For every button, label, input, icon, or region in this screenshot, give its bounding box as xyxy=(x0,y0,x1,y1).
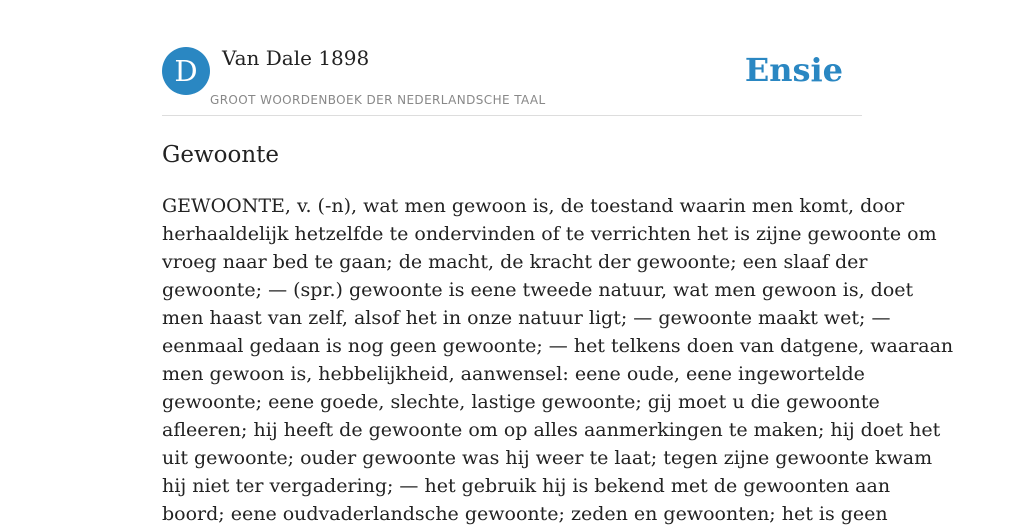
definition-line: vroeg naar bed te gaan; de macht, de kracht der gewoonte; een slaaf der xyxy=(162,251,868,273)
definition-line: gewoonte; eene goede, slechte, lastige gewoonte; gij moet u die gewoonte xyxy=(162,391,880,413)
definition-line: men haast van zelf, alsof het in onze natuur ligt; — gewoonte maakt wet; — xyxy=(162,307,891,329)
definition-line: uit gewoonte; ouder gewoonte was hij weer te laat; tegen zijne gewoonte kwam xyxy=(162,447,933,469)
definition-line: gewoonte; — (spr.) gewoonte is eene tweede natuur, wat men gewoon is, doet xyxy=(162,279,914,301)
definition-line: GEWOONTE, v. (-n), wat men gewoon is, de toestand waarin men komt, door xyxy=(162,195,905,217)
dictionary-subtitle: GROOT WOORDENBOEK DER NEDERLANDSCHE TAAL xyxy=(210,93,546,107)
definition-line: eenmaal gedaan is nog geen gewoonte; — het telkens doen van datgene, waaraan xyxy=(162,335,954,357)
entry-title: Gewoonte xyxy=(162,142,280,168)
definition-line: men gewoon is, hebbelijkheid, aanwensel: eene oude, eene ingewortelde xyxy=(162,363,865,385)
ensie-logo[interactable]: Ensie xyxy=(744,51,843,89)
dictionary-title[interactable]: Van Dale 1898 xyxy=(222,46,370,70)
definition-line: hij niet ter vergadering; — het gebruik hij is bekend met de gewoonten aan xyxy=(162,475,891,497)
definition-line: herhaaldelijk hetzelfde te ondervinden of te verrichten het is zijne gewoonte om xyxy=(162,223,937,245)
dictionary-avatar[interactable]: D xyxy=(162,47,210,95)
site-header xyxy=(162,40,862,116)
definition-line: afleeren; hij heeft de gewoonte om op alles aanmerkingen te maken; hij doet het xyxy=(162,419,941,441)
definition-line: boord; eene oudvaderlandsche gewoonte; zeden en gewoonten; het is geen xyxy=(162,503,888,525)
entry-definition xyxy=(162,192,954,528)
